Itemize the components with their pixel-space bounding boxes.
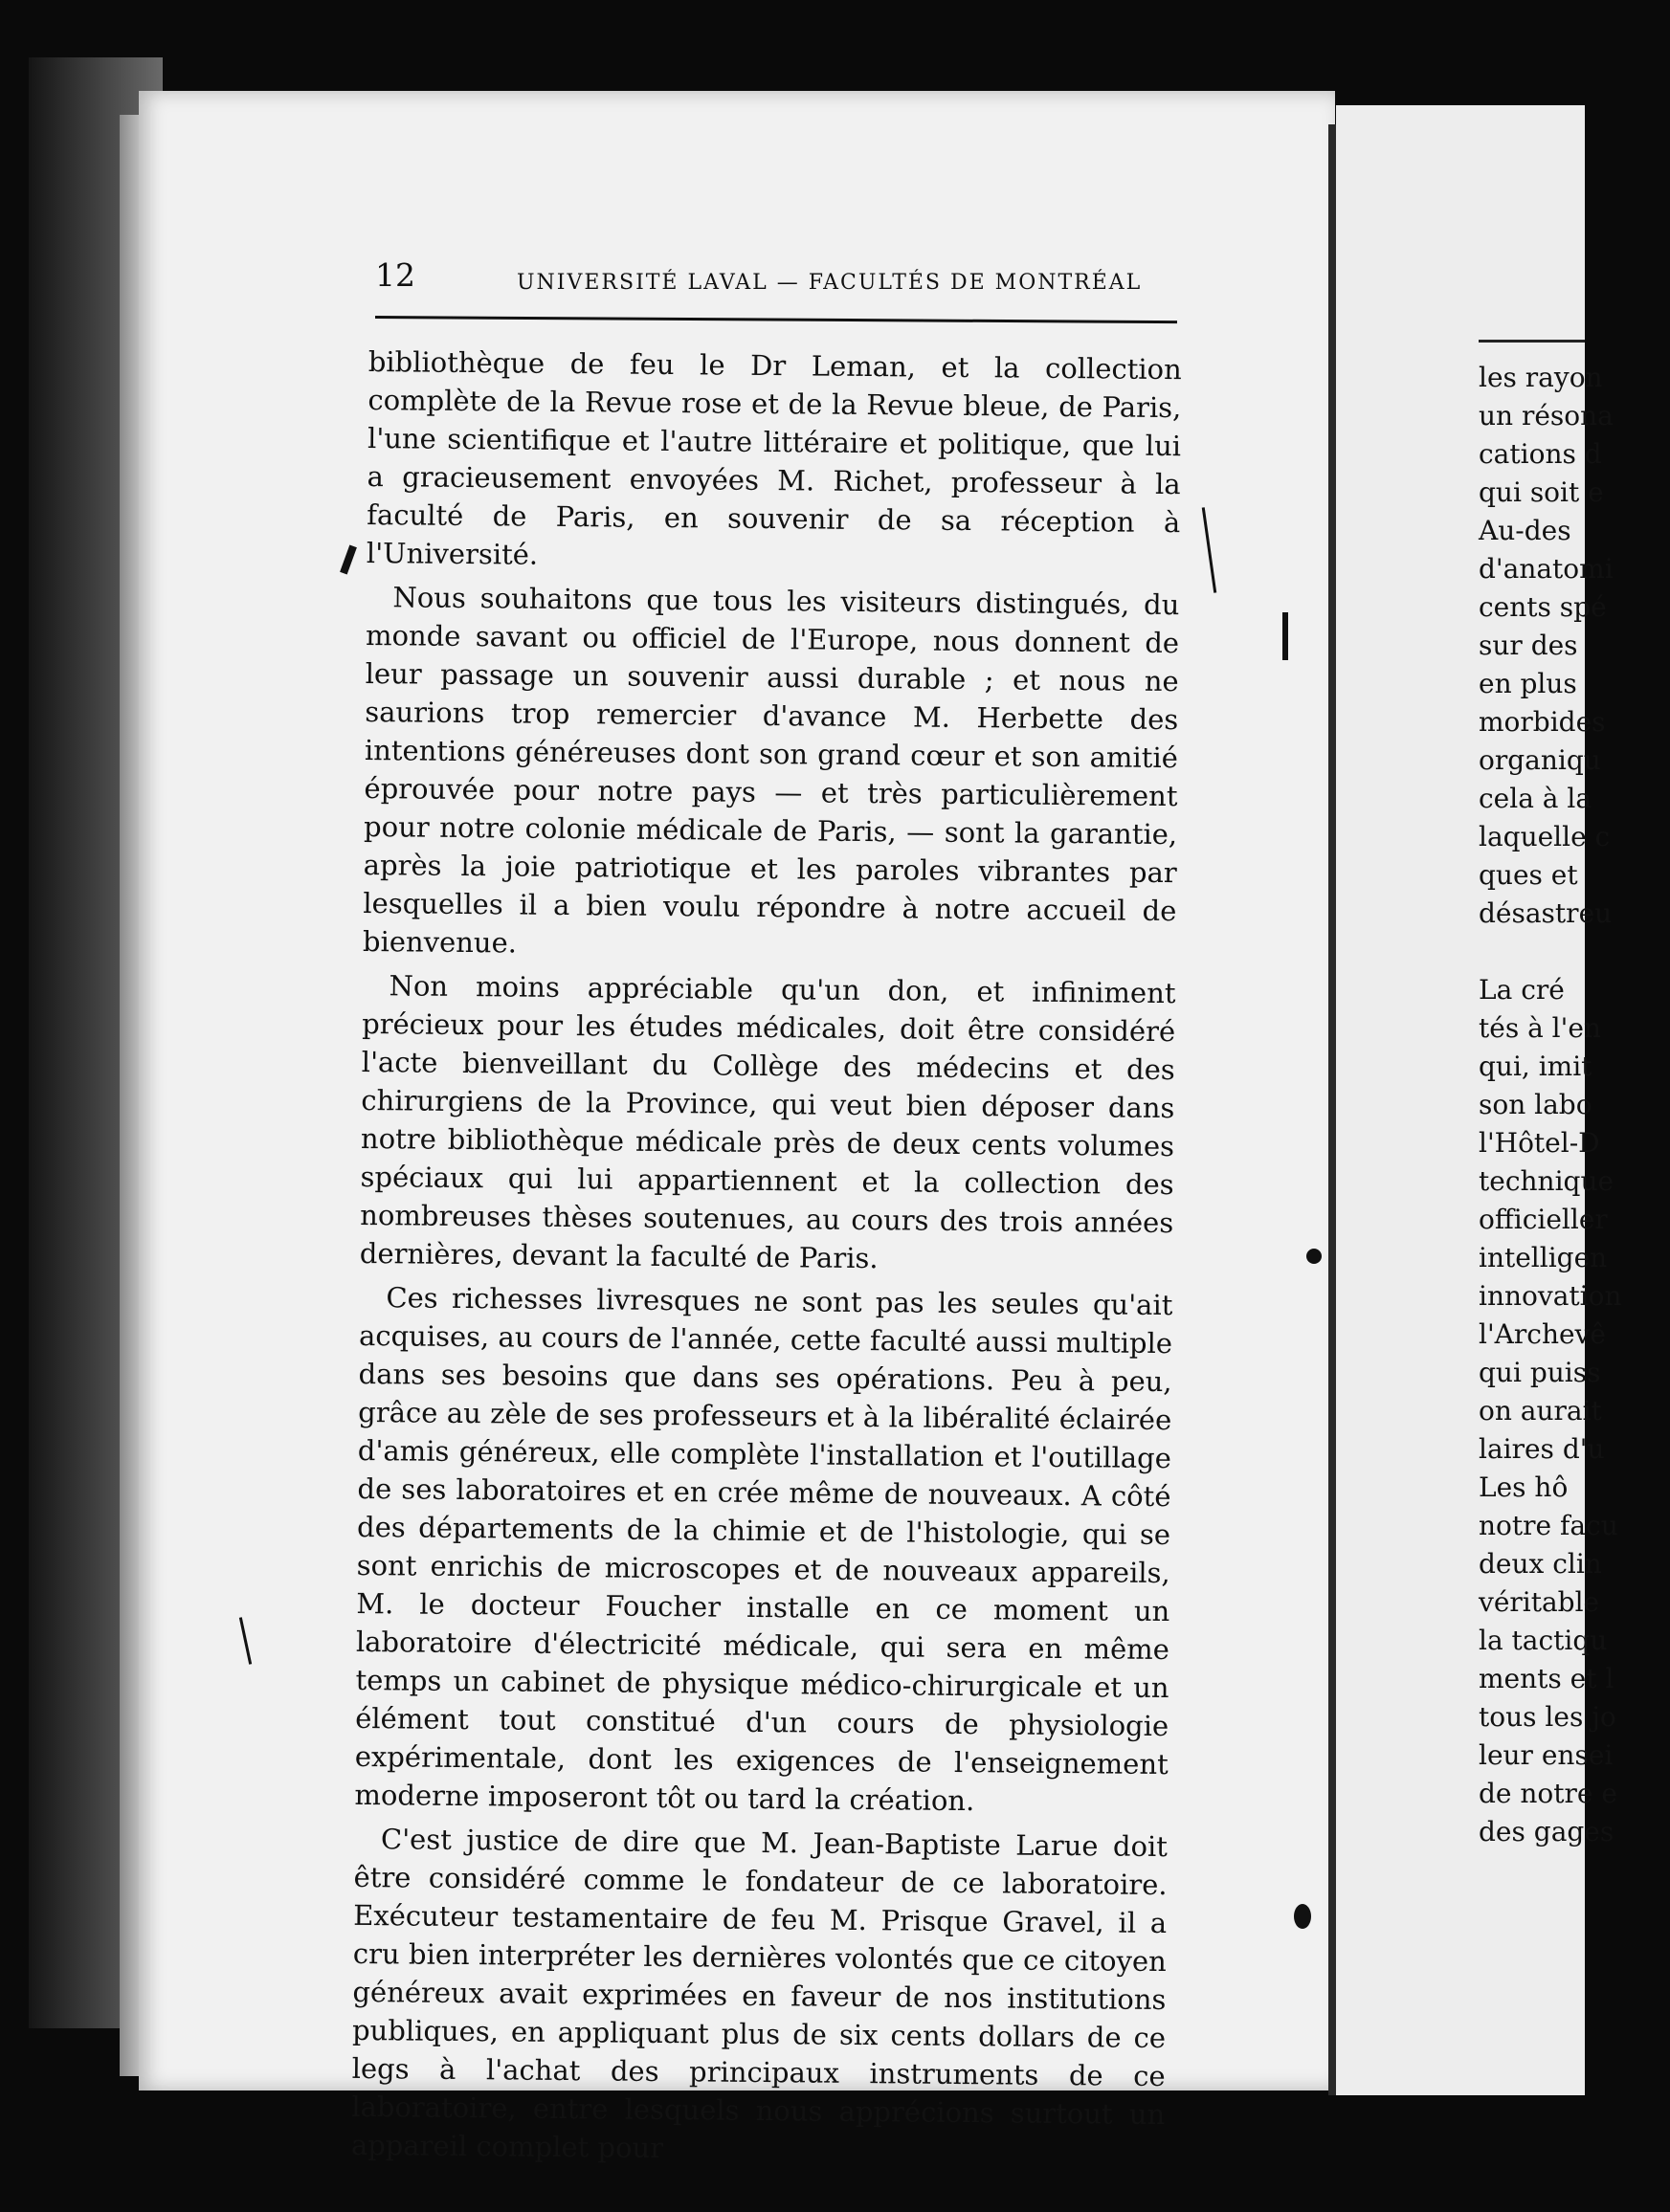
right-line: on aurait	[1479, 1395, 1602, 1427]
right-line: son labo	[1479, 1089, 1592, 1120]
right-line: tous les jo	[1479, 1701, 1616, 1733]
right-line: deux clin	[1479, 1548, 1602, 1580]
right-line: Au-des	[1479, 515, 1571, 546]
right-line: organiqu	[1479, 744, 1601, 776]
right-page-text	[1479, 359, 1670, 1851]
right-line: laires d'u	[1479, 1433, 1605, 1465]
right-line: sur des	[1479, 630, 1578, 661]
right-line: notre facu	[1479, 1510, 1618, 1541]
right-line: des gages	[1479, 1816, 1614, 1847]
page-number: 12	[375, 256, 415, 294]
right-line: d'anatomi	[1479, 553, 1614, 585]
right-line: cela à la	[1479, 783, 1592, 814]
right-line: véritable	[1479, 1586, 1600, 1618]
right-line: tés à l'en	[1479, 1012, 1601, 1044]
right-line: laquelle c	[1479, 821, 1611, 852]
right-line: morbides	[1479, 706, 1606, 738]
paragraph-4: Ces richesses livresques ne sont pas les seules qu'ait acquises, au cours de l'année, cette faculté aussi multiple dans ses besoins que dans ses opérations. Peu à peu, grâce au zèle de ses professeurs et à la libéralité éclairée d'amis généreux, elle complète l'installation et l'outillage de ses laboratoires et en crée même de nouveaux. A côté des départements de la chimie et de l'histologie, qui se sont enrichis de microscopes et de nouveaux appareils, M. le docteur Foucher installe en ce moment un laboratoire d'électricité médicale, qui sera en même temps un cabinet de physique médico-chirurgicale et un élément tout constitué d'un cours de physiologie expérimentale, dont les exigences de l'enseignement moderne imposeront tôt ou tard la création.	[354, 1281, 1173, 1818]
right-line: qui puiss	[1479, 1357, 1601, 1388]
right-line: qui, imit	[1479, 1051, 1592, 1082]
right-line: en plus	[1479, 668, 1577, 699]
right-page-header-rule	[1479, 340, 1585, 343]
right-line: intelligen	[1479, 1242, 1608, 1273]
right-line: les rayon	[1479, 362, 1603, 393]
right-line: technique	[1479, 1165, 1614, 1197]
book-gutter	[1328, 124, 1336, 2095]
right-line: la tactiqu	[1479, 1625, 1608, 1656]
right-line: qui soit e	[1479, 476, 1604, 508]
ink-mark	[1282, 612, 1288, 660]
right-line: cents spé	[1479, 591, 1607, 623]
paragraph-3: Non moins appréciable qu'un don, et infiniment précieux pour les études médicales, doit être considéré l'acte bienveillant du Collège des médecins et des chirurgiens de la Province, qui veut bien déposer dans notre bibliothèque médicale près de deux cents volumes spéciaux qui lui appartiennent et la collection des nombreuses thèses soutenues, au cours des trois années dernières, devant la faculté de Paris.	[359, 969, 1176, 1275]
right-line: ments et l	[1479, 1663, 1614, 1694]
right-line: officieller	[1479, 1204, 1608, 1235]
running-head: UNIVERSITÉ LAVAL — FACULTÉS DE MONTRÉAL	[517, 271, 1143, 295]
body-text	[351, 343, 1182, 2178]
right-line: de notre e	[1479, 1778, 1617, 1809]
right-line: désastreu	[1479, 897, 1613, 929]
right-line: ques et	[1479, 859, 1578, 891]
right-line: l'Archevê	[1479, 1318, 1606, 1350]
paragraph-5: C'est justice de dire que M. Jean-Baptiste Larue doit être considéré comme le fondateur de ce laboratoire. Exécuteur testamentaire de feu M. Prisque Gravel, il a cru bien interpréter les dernières volontés que ce citoyen généreux avait exprimées en faveur de nos institutions publiques, en appliquant plus de six cents dollars de ce legs à l'achat des principaux instruments de ce laboratoire, entre lesquels nous apprécions surtout un appareil complet pour	[350, 1823, 1169, 2165]
ink-dot	[1294, 1904, 1311, 1929]
right-line: innovation	[1479, 1280, 1622, 1312]
right-line: l'Hôtel-D	[1479, 1127, 1600, 1159]
right-line: Les hô	[1479, 1471, 1569, 1503]
right-line: un résona	[1479, 400, 1614, 431]
paragraph-1: bibliothèque de feu le Dr Leman, et la collection complète de la Revue rose et de la Revue bleue, de Paris, l'une scientifique et l'autre littéraire et politique, que lui a gracieusement envoyées M. Richet, professeur à la faculté de Paris, en souvenir de sa réception à l'Université.	[366, 344, 1182, 571]
ink-dot	[1306, 1249, 1322, 1264]
right-line: cations d	[1479, 438, 1602, 470]
right-line-gap	[1479, 933, 1670, 971]
paragraph-2: Nous souhaitons que tous les visiteurs distingués, du monde savant ou officiel de l'Europe, nous donnent de leur passage un souvenir aussi durable ; et nous ne saurions trop remercier d'avance M. Herbette des intentions généreuses dont son grand cœur et son amitié éprouvée pour notre pays — et très particulièrement pour notre colonie médicale de Paris, — sont la garantie, après la joie patriotique et les paroles vibrantes par lesquelles il a bien voulu répondre à notre accueil de bienvenue.	[362, 581, 1180, 960]
right-line: La cré	[1479, 974, 1565, 1006]
right-line: leur ensei	[1479, 1739, 1614, 1771]
